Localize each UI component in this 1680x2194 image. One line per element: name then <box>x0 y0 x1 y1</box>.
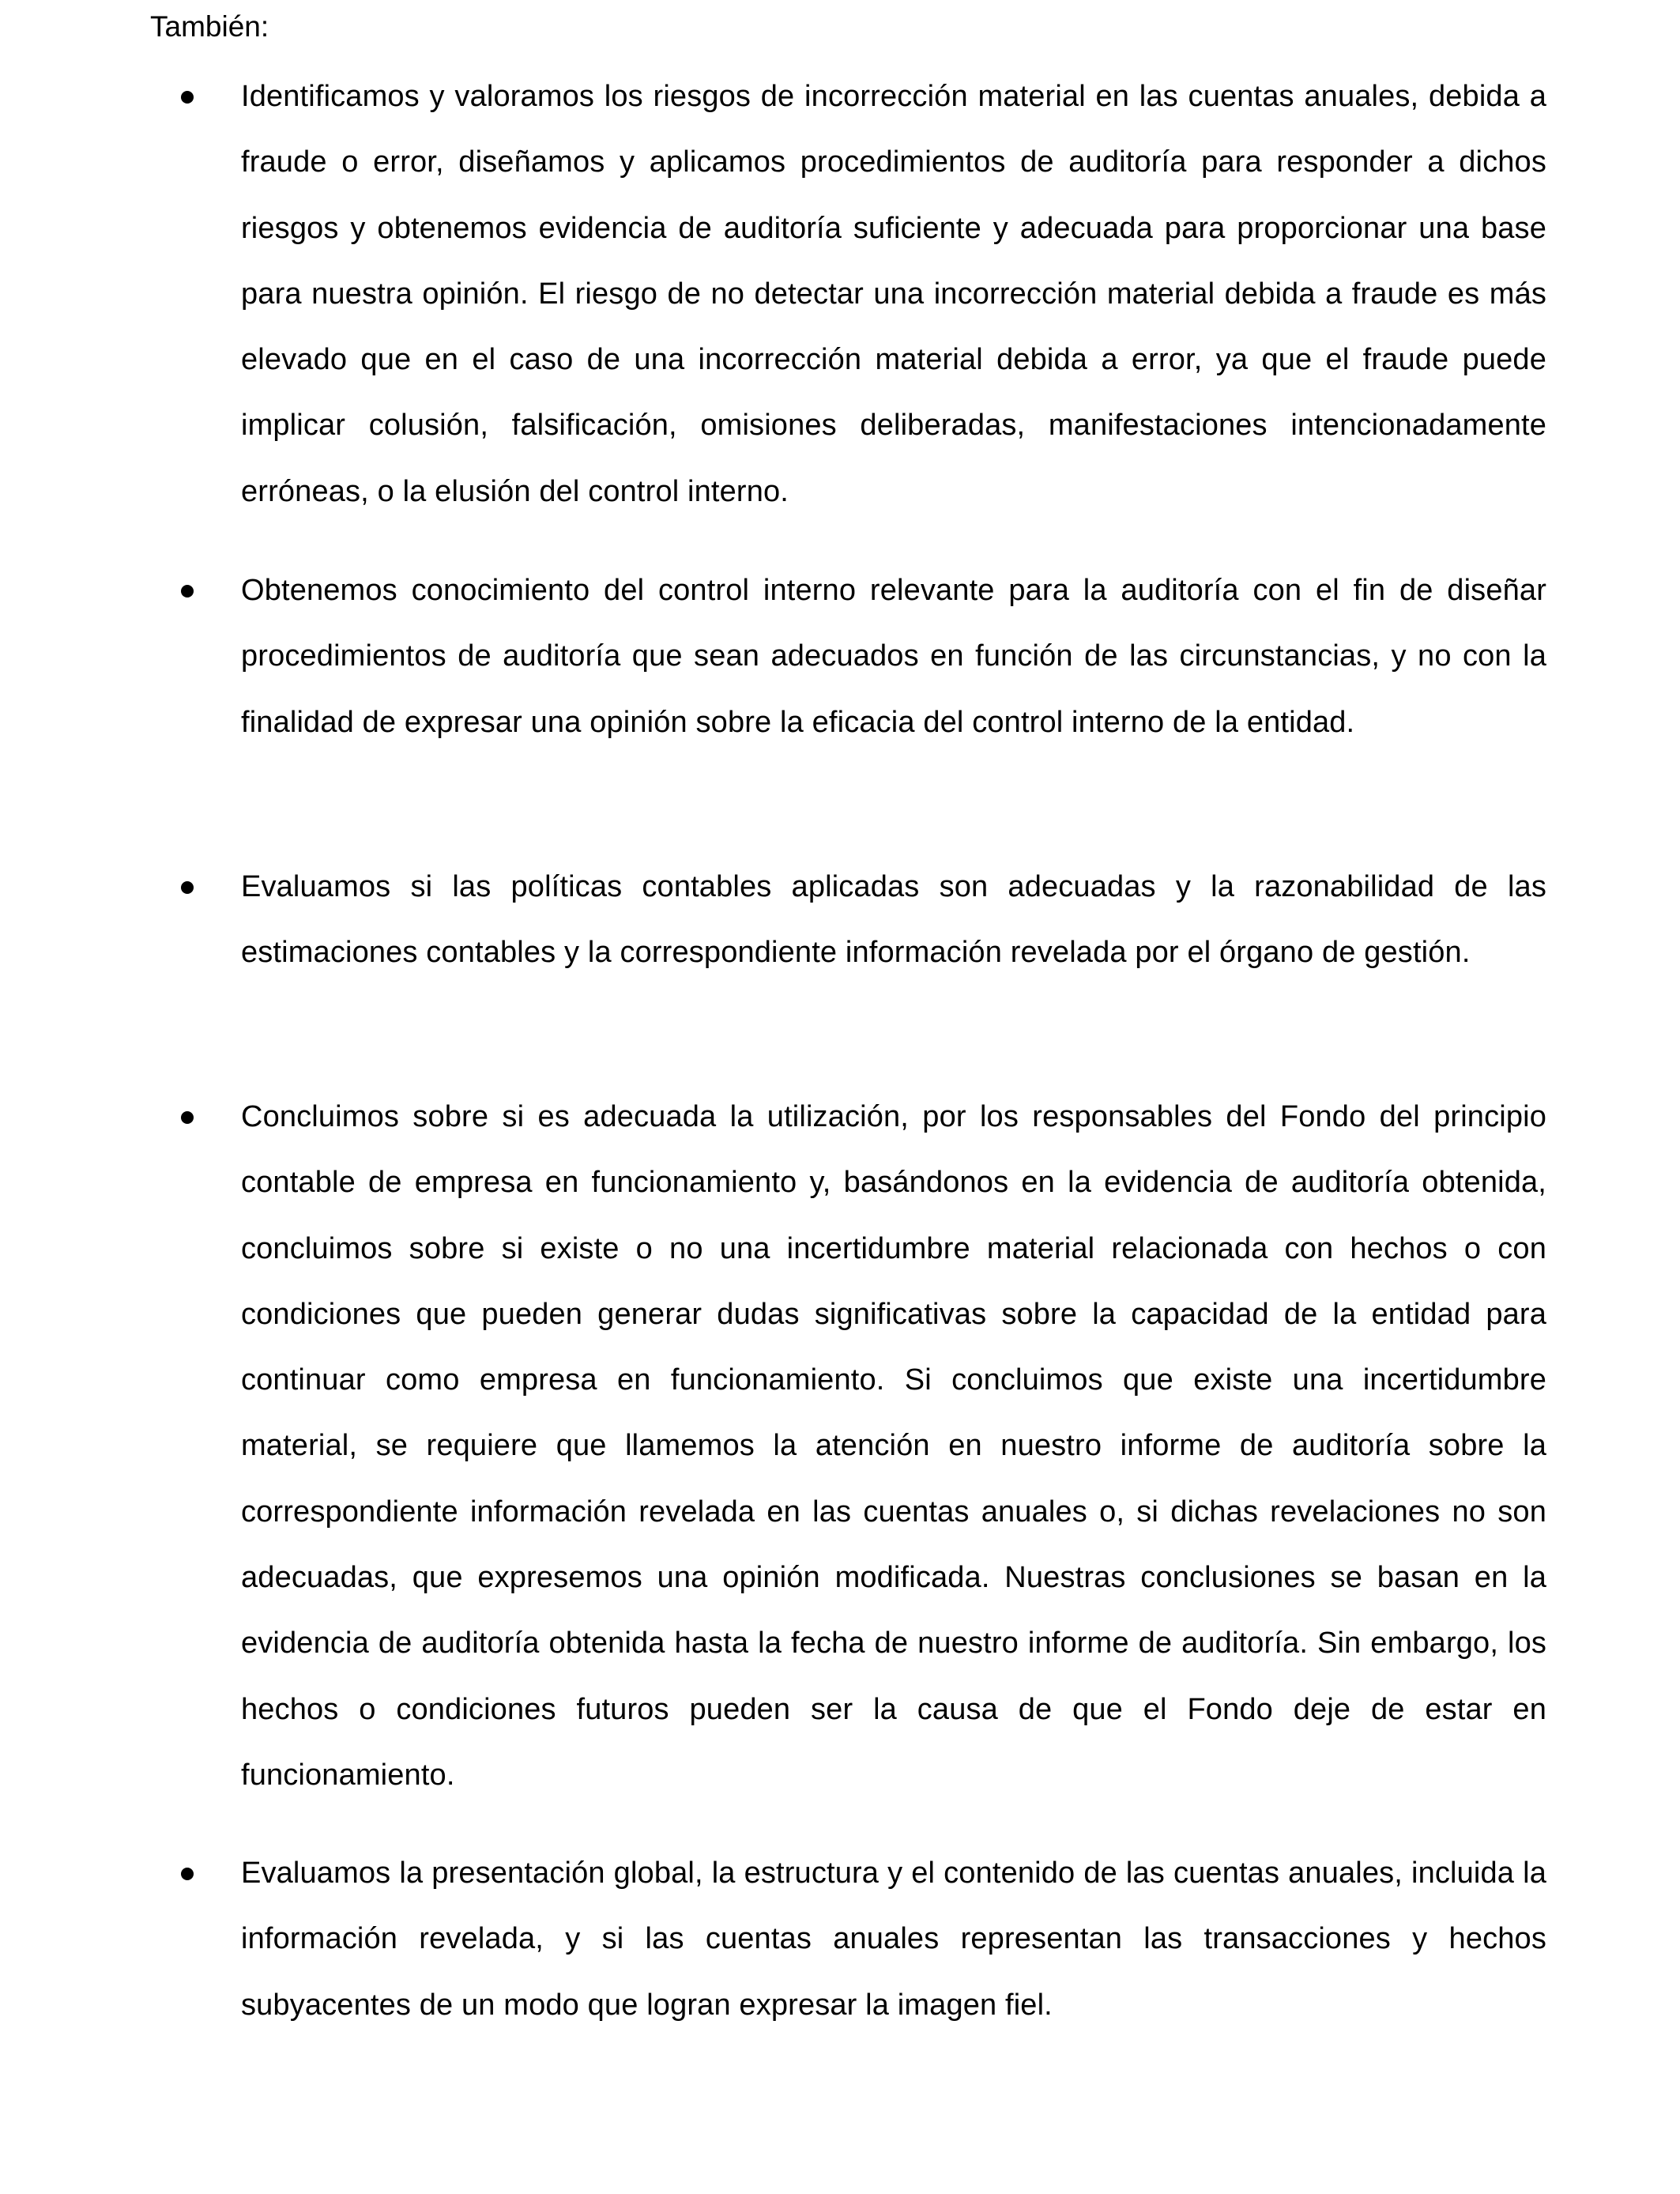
list-item-text: Evaluamos la presentación global, la estructura y el contenido de las cuentas anuales, incluida la información revelada, y si las cuentas anuales representan las transacciones y hechos subyacentes de un modo que logran expresar la imagen fiel. <box>241 1857 1546 2022</box>
bullet-icon <box>181 1868 194 1880</box>
list-item-text: Obtenemos conocimiento del control interno relevante para la auditoría con el fin de diseñar procedimientos de auditoría que sean adecuados en función de las circunstancias, y no con la finalidad de expresar una opinión sobre la eficacia del control interno de la entidad. <box>241 574 1546 739</box>
intro-text: También: <box>150 10 269 43</box>
list-item-text: Identificamos y valoramos los riesgos de incorrección material en las cuentas anuales, debida a fraude o error, diseñamos y aplicamos procedimientos de auditoría para responder a dichos riesgos y obtenemos evidencia de auditoría suficiente y adecuada para proporcionar una base para nuestra opinión. El riesgo de no detectar una incorrección material debida a fraude es más elevado que en el caso de una incorrección material debida a error, ya que el fraude puede implicar colusión, falsificación, omisiones deliberadas, manifestaciones intencionadamente erróneas, o la elusión del control interno. <box>241 80 1546 508</box>
list-item-text: Concluimos sobre si es adecuada la utilización, por los responsables del Fondo del principio contable de empresa en funcionamiento y, basándonos en la evidencia de auditoría obtenida, concluimos sobre si existe o no una incertidumbre material relacionada con hechos o con condiciones que pueden generar dudas significativas sobre la capacidad de la entidad para continuar como empresa en funcionamiento. Si concluimos que existe una incertidumbre material, se requiere que llamemos la atención en nuestro informe de auditoría sobre la correspondiente información revelada en las cuentas anuales o, si dichas revelaciones no son adecuadas, que expresemos una opinión modificada. Nuestras conclusiones se basan en la evidencia de auditoría obtenida hasta la fecha de nuestro informe de auditoría. Sin embargo, los hechos o condiciones futuros pueden ser la causa de que el Fondo deje de estar en funcionamiento. <box>241 1100 1546 1792</box>
list-item-text: Evaluamos si las políticas contables aplicadas son adecuadas y la razonabilidad de las estimaciones contables y la correspondiente información revelada por el órgano de gestión. <box>241 870 1546 970</box>
bullet-icon <box>181 1111 194 1124</box>
bullet-icon <box>181 91 194 104</box>
bullet-icon <box>181 585 194 598</box>
bullet-icon <box>181 881 194 894</box>
